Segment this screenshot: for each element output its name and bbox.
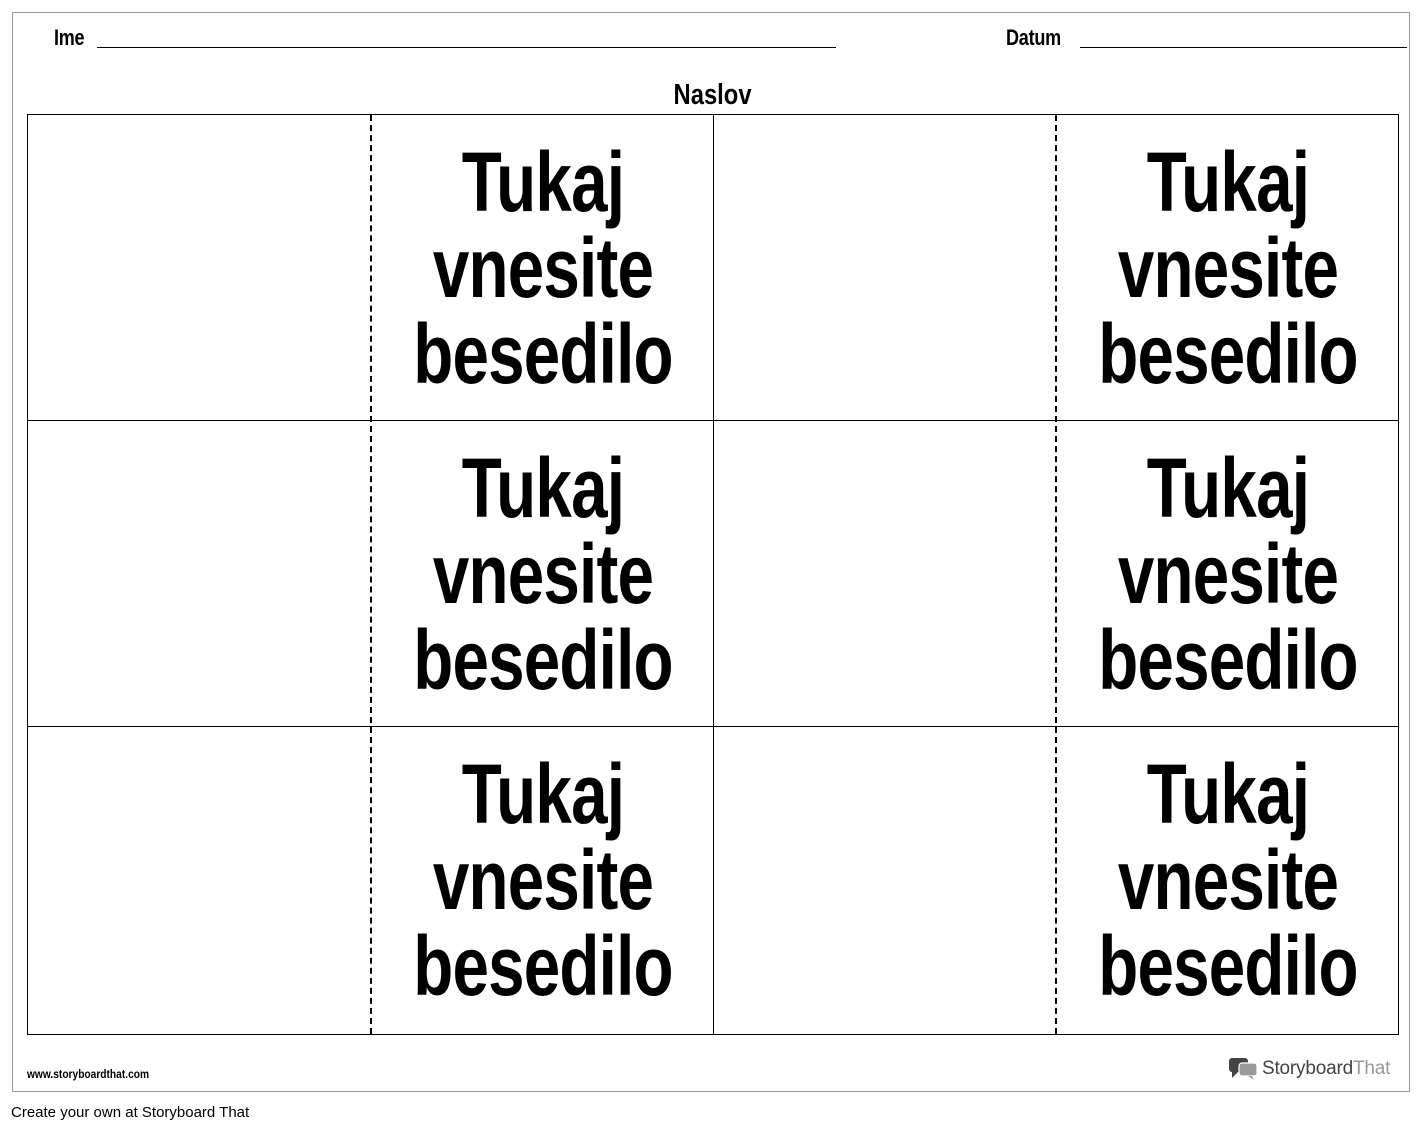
title-wrapper (0, 78, 1425, 112)
cell-text: Tukaj vnesite besedilo (1098, 441, 1358, 707)
text-cell[interactable] (1057, 115, 1399, 421)
name-line[interactable] (97, 47, 836, 48)
cell-text: Tukaj vnesite besedilo (1098, 135, 1358, 401)
name-label: Ime (54, 25, 85, 50)
text-cell[interactable] (372, 115, 714, 421)
footer-url[interactable]: www.storyboardthat.com (27, 1067, 150, 1081)
cell-text: Tukaj vnesite besedilo (413, 747, 673, 1013)
card-grid (27, 114, 1399, 1035)
page-title[interactable]: Naslov (673, 79, 752, 111)
text-cell[interactable] (1057, 727, 1399, 1033)
cell-text: Tukaj vnesite besedilo (413, 441, 673, 707)
text-cell[interactable] (372, 421, 714, 727)
cell-text: Tukaj vnesite besedilo (1098, 747, 1358, 1013)
credit-text[interactable]: Create your own at Storyboard That (11, 1104, 250, 1121)
text-cell[interactable] (372, 727, 714, 1033)
date-line[interactable] (1080, 47, 1407, 48)
storyboardthat-logo[interactable] (1228, 1056, 1390, 1082)
date-label: Datum (1006, 25, 1061, 50)
logo-wordmark: StoryboardThat (1262, 1058, 1391, 1079)
speech-bubbles-icon (1228, 1057, 1258, 1081)
text-cell[interactable] (1057, 421, 1399, 727)
cell-text: Tukaj vnesite besedilo (413, 135, 673, 401)
